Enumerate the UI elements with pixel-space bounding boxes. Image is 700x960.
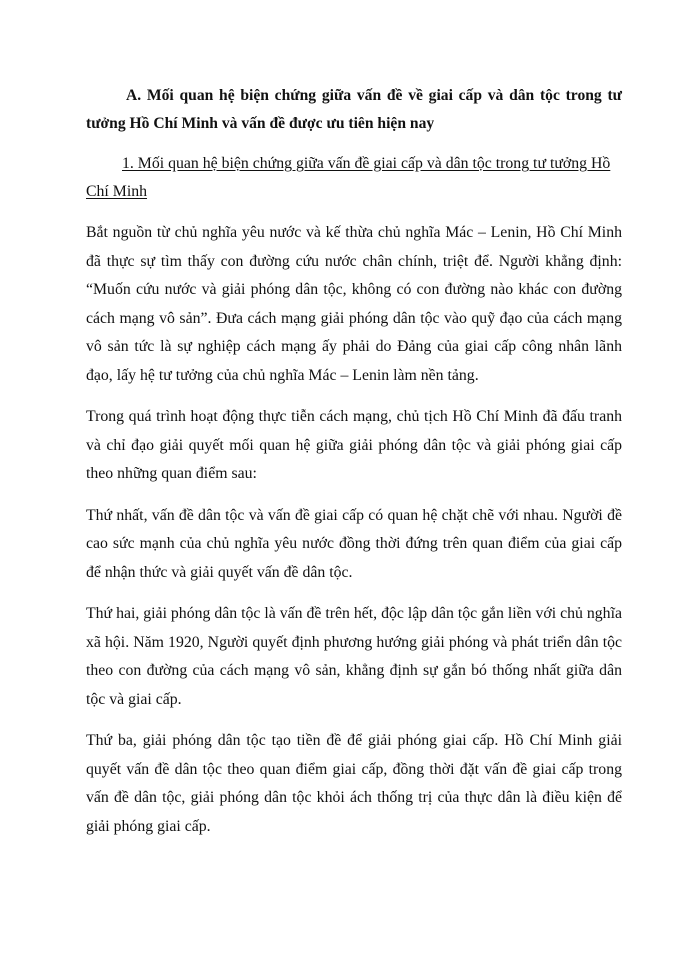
section-heading: A. Mối quan hệ biện chứng giữa vấn đề về giai cấp và dân tộc trong tư tưởng Hồ Chí Minh và vấn đề được ưu tiên hiện nay	[86, 87, 622, 132]
paragraph-practice: Trong quá trình hoạt động thực tiễn cách mạng, chủ tịch Hồ Chí Minh đã đấu tranh và chỉ đạo giải quyết mối quan hệ giữa giải phóng dân tộc và giải phóng giai cấp theo những quan điểm sau:	[86, 408, 622, 482]
paragraph-first-point: Thứ nhất, vấn đề dân tộc và vấn đề giai cấp có quan hệ chặt chẽ với nhau. Người đề cao sức mạnh của chủ nghĩa yêu nước đồng thời đứng trên quan điểm của giai cấp để nhận thức và giải quyết vấn đề dân tộc.	[86, 506, 622, 581]
paragraph-origin: Bắt nguồn từ chủ nghĩa yêu nước và kế thừa chủ nghĩa Mác – Lenin, Hồ Chí Minh đã thực sự tìm thấy con đường cứu nước chân chính, triệt để. Người khẳng định: “Muốn cứu nước và giải phóng dân tộc, không có con đường nào khác con đường cách mạng vô sản”. Đưa cách mạng giải phóng dân tộc vào quỹ đạo của cách mạng vô sản tức là sự nghiệp cách mạng ấy phải do Đảng của giai cấp công nhân lãnh đạo, lấy hệ tư tưởng của chủ nghĩa Mác – Lenin làm nền tảng.	[86, 224, 622, 384]
document-page	[86, 82, 622, 854]
subsection-heading: 1. Mối quan hệ biện chứng giữa vấn đề giai cấp và dân tộc trong tư tưởng Hồ Chí Minh	[86, 155, 611, 200]
paragraph-second-point: Thứ hai, giải phóng dân tộc là vấn đề trên hết, độc lập dân tộc gắn liền với chủ nghĩa xã hội. Năm 1920, Người quyết định phương hướng giải phóng và phát triển dân tộc theo con đường của cách mạng vô sản, khẳng định sự gắn bó thống nhất giữa dân tộc và giai cấp.	[86, 605, 622, 708]
paragraph-third-point: Thứ ba, giải phóng dân tộc tạo tiền đề để giải phóng giai cấp. Hồ Chí Minh giải quyết vấn đề dân tộc theo quan điểm giai cấp, đồng thời đặt vấn đề giai cấp trong vấn đề dân tộc, giải phóng dân tộc khỏi ách thống trị của thực dân là điều kiện để giải phóng giai cấp.	[86, 732, 622, 835]
